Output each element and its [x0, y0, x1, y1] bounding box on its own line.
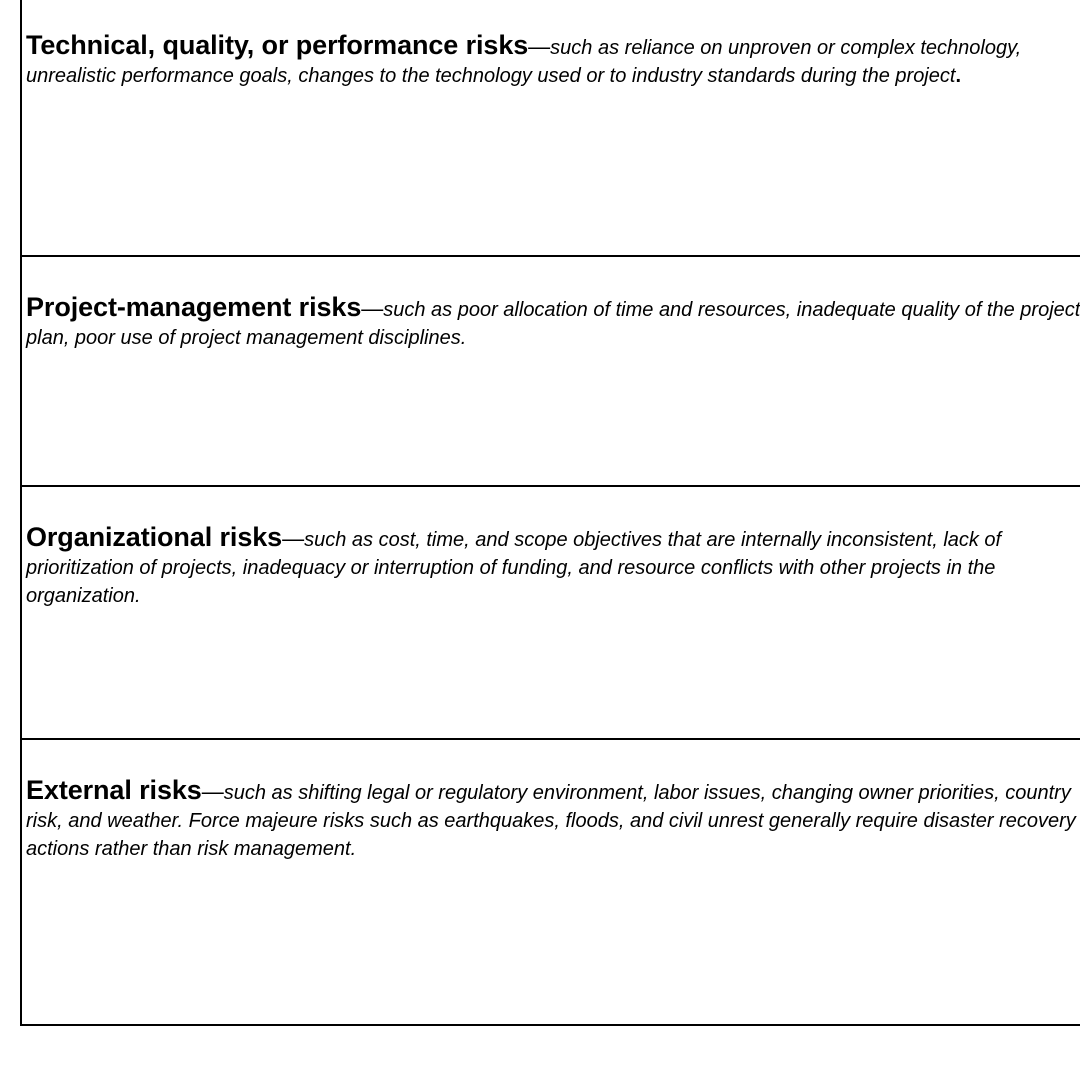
risk-description: such as poor allocation of time and resources, inadequate quality of the project plan, poor use of project management disciplines.	[26, 299, 1080, 349]
risk-paragraph	[26, 32, 1080, 91]
risk-paragraph	[26, 777, 1080, 864]
risk-dash: —	[201, 779, 224, 804]
risk-description: such as shifting legal or regulatory environment, labor issues, changing owner priorities, country risk, and weather. Force majeure risks such as earthquakes, floods, and civil unrest generally require disaster recovery actions rather than risk management.	[26, 782, 1076, 860]
risk-paragraph	[26, 294, 1080, 353]
risk-dash: —	[361, 296, 384, 321]
risk-title: Organizational risks	[26, 522, 283, 552]
risk-title: External risks	[26, 775, 202, 805]
risk-title: Technical, quality, or performance risks	[26, 30, 529, 60]
risk-cell-technical	[22, 0, 1080, 257]
risk-title: Project-management risks	[26, 292, 362, 322]
risk-cell-project-management	[22, 257, 1080, 487]
risk-cell-external	[22, 740, 1080, 1026]
risk-trailing-punctuation: .	[955, 65, 961, 87]
risk-dash: —	[528, 34, 551, 59]
risk-dash: —	[282, 526, 305, 551]
risk-paragraph	[26, 524, 1080, 611]
risk-cell-organizational	[22, 487, 1080, 740]
risk-description: such as reliance on unproven or complex technology, unrealistic performance goals, changes to the technology used or to industry standards during the project	[26, 37, 1022, 87]
risk-description: such as cost, time, and scope objectives that are internally inconsistent, lack of prioritization of projects, inadequacy or interruption of funding, and resource conflicts with other projects in the organization.	[26, 529, 1002, 607]
risk-categories-table	[20, 0, 1080, 1026]
